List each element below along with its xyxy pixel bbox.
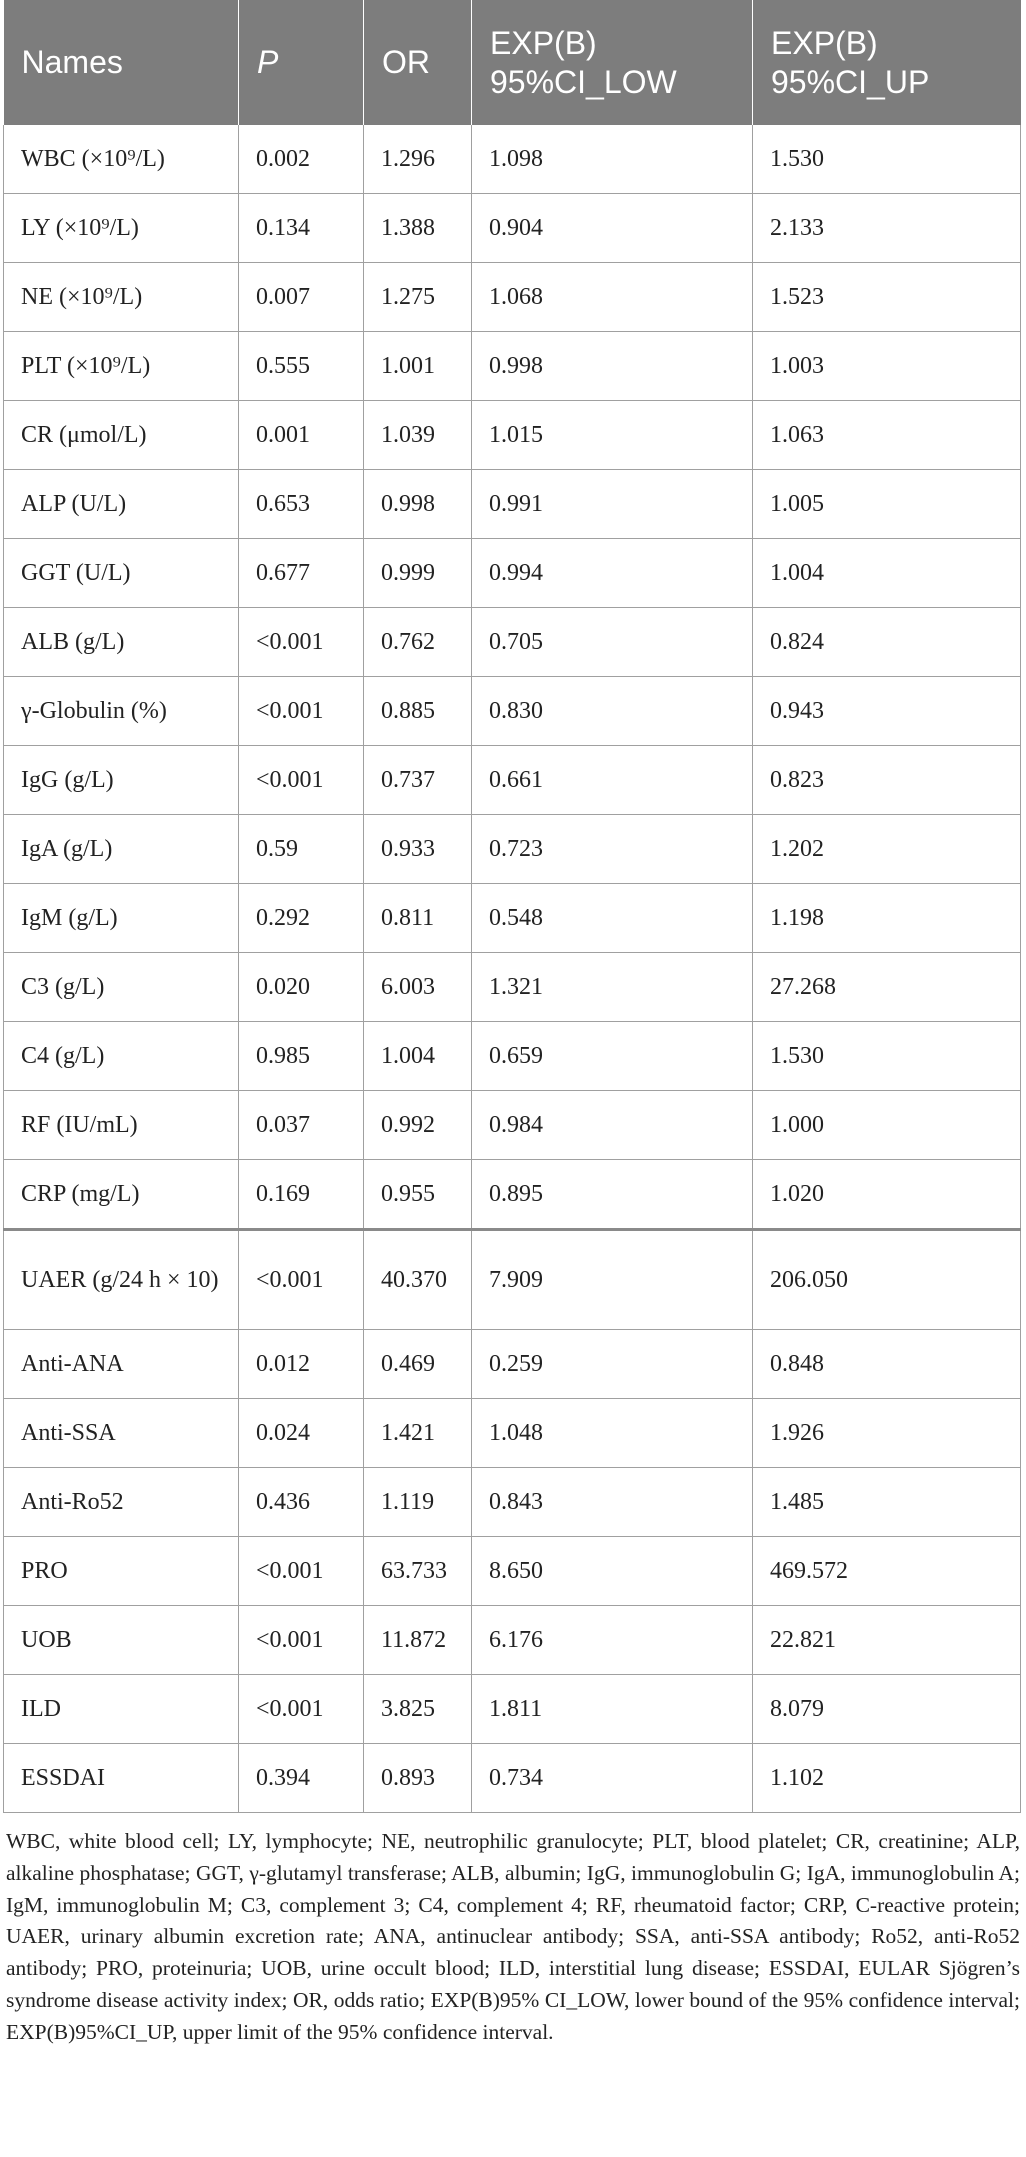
cell-ci-low: 0.843 xyxy=(472,1468,753,1537)
cell-ci-low: 1.015 xyxy=(472,401,753,470)
table-row xyxy=(4,470,1021,539)
cell-p: <0.001 xyxy=(239,677,364,746)
cell-ci-low: 0.259 xyxy=(472,1330,753,1399)
cell-ci-up: 0.943 xyxy=(753,677,1021,746)
cell-ci-low: 0.895 xyxy=(472,1160,753,1230)
cell-ci-low: 0.548 xyxy=(472,884,753,953)
table-row xyxy=(4,746,1021,815)
cell-ci-low: 1.068 xyxy=(472,263,753,332)
cell-ci-up: 1.926 xyxy=(753,1399,1021,1468)
table-row xyxy=(4,401,1021,470)
cell-name: LY (×10⁹/L) xyxy=(4,194,239,263)
table-row xyxy=(4,1606,1021,1675)
results-table xyxy=(3,0,1021,1813)
cell-ci-up: 1.530 xyxy=(753,125,1021,194)
table-row xyxy=(4,1537,1021,1606)
cell-ci-up: 1.485 xyxy=(753,1468,1021,1537)
cell-p: 0.653 xyxy=(239,470,364,539)
cell-ci-up: 0.824 xyxy=(753,608,1021,677)
cell-ci-low: 0.734 xyxy=(472,1744,753,1813)
cell-or: 0.737 xyxy=(364,746,472,815)
cell-ci-up: 1.063 xyxy=(753,401,1021,470)
cell-ci-up: 206.050 xyxy=(753,1230,1021,1330)
cell-name: CR (μmol/L) xyxy=(4,401,239,470)
cell-ci-low: 0.661 xyxy=(472,746,753,815)
cell-p: 0.555 xyxy=(239,332,364,401)
cell-ci-up: 1.523 xyxy=(753,263,1021,332)
cell-or: 0.998 xyxy=(364,470,472,539)
cell-p: 0.024 xyxy=(239,1399,364,1468)
footnote: WBC, white blood cell; LY, lymphocyte; NE, neutrophilic granulocyte; PLT, blood platelet; CR, creatinine; ALP, alkaline phosphatase; GGT, γ-glutamyl transferase; ALB, albumin; IgG, immunoglobulin G; IgA, immunoglobulin A; IgM, immunoglobulin M; C3, complement 3; C4, complement 4; RF, rheumatoid factor; CRP, C-reactive protein; UAER, urinary albumin excretion rate; ANA, antinuclear antibody; SSA, anti-SSA antibody; Ro52, anti-Ro52 antibody; PRO, proteinuria; UOB, urine occult blood; ILD, interstitial lung disease; ESSDAI, EULAR Sjögren’s syndrome disease activity index; OR, odds ratio; EXP(B)95% CI_LOW, lower bound of the 95% confidence interval; EXP(B)95%CI_UP, upper limit of the 95% confidence interval. xyxy=(6,1829,1020,2044)
cell-p: 0.677 xyxy=(239,539,364,608)
cell-ci-up: 1.005 xyxy=(753,470,1021,539)
cell-ci-low: 0.723 xyxy=(472,815,753,884)
cell-or: 1.275 xyxy=(364,263,472,332)
cell-ci-up: 0.823 xyxy=(753,746,1021,815)
cell-name: Anti-Ro52 xyxy=(4,1468,239,1537)
cell-or: 1.388 xyxy=(364,194,472,263)
cell-ci-up: 27.268 xyxy=(753,953,1021,1022)
table-body xyxy=(4,125,1021,1813)
cell-p: 0.59 xyxy=(239,815,364,884)
cell-ci-low: 7.909 xyxy=(472,1230,753,1330)
cell-ci-low: 0.830 xyxy=(472,677,753,746)
cell-p: 0.020 xyxy=(239,953,364,1022)
cell-ci-low: 0.998 xyxy=(472,332,753,401)
cell-ci-up: 1.003 xyxy=(753,332,1021,401)
cell-ci-up: 1.000 xyxy=(753,1091,1021,1160)
header-p: P xyxy=(239,0,364,125)
header-ci-up: EXP(B) 95%CI_UP xyxy=(753,0,1021,125)
cell-or: 11.872 xyxy=(364,1606,472,1675)
cell-p: <0.001 xyxy=(239,1537,364,1606)
cell-or: 1.004 xyxy=(364,1022,472,1091)
cell-or: 40.370 xyxy=(364,1230,472,1330)
table-row xyxy=(4,125,1021,194)
cell-ci-low: 0.994 xyxy=(472,539,753,608)
table-row xyxy=(4,953,1021,1022)
cell-name: CRP (mg/L) xyxy=(4,1160,239,1230)
cell-ci-up: 1.530 xyxy=(753,1022,1021,1091)
table-row xyxy=(4,194,1021,263)
cell-ci-up: 1.004 xyxy=(753,539,1021,608)
cell-or: 0.469 xyxy=(364,1330,472,1399)
cell-name: Anti-ANA xyxy=(4,1330,239,1399)
cell-p: 0.007 xyxy=(239,263,364,332)
cell-name: PLT (×10⁹/L) xyxy=(4,332,239,401)
cell-name: WBC (×10⁹/L) xyxy=(4,125,239,194)
table-header xyxy=(4,0,1021,125)
cell-name: Anti-SSA xyxy=(4,1399,239,1468)
cell-ci-low: 0.984 xyxy=(472,1091,753,1160)
cell-ci-low: 6.176 xyxy=(472,1606,753,1675)
cell-p: <0.001 xyxy=(239,1606,364,1675)
table-row xyxy=(4,1675,1021,1744)
table-row xyxy=(4,884,1021,953)
cell-name: GGT (U/L) xyxy=(4,539,239,608)
table-row xyxy=(4,677,1021,746)
table-row xyxy=(4,263,1021,332)
cell-ci-low: 0.904 xyxy=(472,194,753,263)
header-names: Names xyxy=(4,0,239,125)
header-or: OR xyxy=(364,0,472,125)
table-row xyxy=(4,1330,1021,1399)
cell-name: UOB xyxy=(4,1606,239,1675)
cell-or: 1.421 xyxy=(364,1399,472,1468)
cell-ci-low: 0.705 xyxy=(472,608,753,677)
cell-name: IgM (g/L) xyxy=(4,884,239,953)
cell-name: PRO xyxy=(4,1537,239,1606)
cell-ci-up: 0.848 xyxy=(753,1330,1021,1399)
cell-or: 0.955 xyxy=(364,1160,472,1230)
cell-or: 0.933 xyxy=(364,815,472,884)
cell-or: 0.992 xyxy=(364,1091,472,1160)
cell-or: 0.999 xyxy=(364,539,472,608)
table-row xyxy=(4,1022,1021,1091)
cell-or: 6.003 xyxy=(364,953,472,1022)
cell-name: IgG (g/L) xyxy=(4,746,239,815)
cell-p: <0.001 xyxy=(239,1230,364,1330)
table-row xyxy=(4,1230,1021,1330)
cell-ci-up: 22.821 xyxy=(753,1606,1021,1675)
cell-or: 0.762 xyxy=(364,608,472,677)
cell-name: C3 (g/L) xyxy=(4,953,239,1022)
cell-name: UAER (g/24 h × 10) xyxy=(4,1230,239,1330)
cell-or: 1.119 xyxy=(364,1468,472,1537)
table-row xyxy=(4,1744,1021,1813)
cell-or: 0.885 xyxy=(364,677,472,746)
cell-p: 0.012 xyxy=(239,1330,364,1399)
table-row xyxy=(4,815,1021,884)
cell-or: 63.733 xyxy=(364,1537,472,1606)
cell-or: 0.811 xyxy=(364,884,472,953)
cell-ci-low: 8.650 xyxy=(472,1537,753,1606)
cell-ci-up: 1.102 xyxy=(753,1744,1021,1813)
cell-ci-low: 0.659 xyxy=(472,1022,753,1091)
cell-p: 0.169 xyxy=(239,1160,364,1230)
cell-ci-up: 469.572 xyxy=(753,1537,1021,1606)
cell-name: ALB (g/L) xyxy=(4,608,239,677)
cell-name: ESSDAI xyxy=(4,1744,239,1813)
cell-ci-up: 2.133 xyxy=(753,194,1021,263)
cell-p: 0.394 xyxy=(239,1744,364,1813)
cell-ci-up: 1.198 xyxy=(753,884,1021,953)
cell-name: ALP (U/L) xyxy=(4,470,239,539)
cell-p: 0.292 xyxy=(239,884,364,953)
cell-p: <0.001 xyxy=(239,608,364,677)
cell-ci-up: 1.202 xyxy=(753,815,1021,884)
table-row xyxy=(4,1468,1021,1537)
cell-p: 0.134 xyxy=(239,194,364,263)
header-row xyxy=(4,0,1021,125)
cell-ci-low: 1.811 xyxy=(472,1675,753,1744)
table-row xyxy=(4,1160,1021,1230)
cell-p: 0.985 xyxy=(239,1022,364,1091)
cell-name: RF (IU/mL) xyxy=(4,1091,239,1160)
cell-or: 1.001 xyxy=(364,332,472,401)
cell-p: 0.436 xyxy=(239,1468,364,1537)
cell-ci-low: 1.048 xyxy=(472,1399,753,1468)
table-row xyxy=(4,332,1021,401)
cell-ci-up: 1.020 xyxy=(753,1160,1021,1230)
cell-name: ILD xyxy=(4,1675,239,1744)
cell-p: 0.001 xyxy=(239,401,364,470)
table-row xyxy=(4,1091,1021,1160)
cell-ci-low: 0.991 xyxy=(472,470,753,539)
cell-ci-low: 1.321 xyxy=(472,953,753,1022)
cell-p: 0.037 xyxy=(239,1091,364,1160)
cell-name: C4 (g/L) xyxy=(4,1022,239,1091)
cell-name: NE (×10⁹/L) xyxy=(4,263,239,332)
cell-name: γ-Globulin (%) xyxy=(4,677,239,746)
cell-or: 3.825 xyxy=(364,1675,472,1744)
cell-p: 0.002 xyxy=(239,125,364,194)
table-row xyxy=(4,1399,1021,1468)
cell-p: <0.001 xyxy=(239,1675,364,1744)
cell-ci-up: 8.079 xyxy=(753,1675,1021,1744)
table-row xyxy=(4,608,1021,677)
cell-ci-low: 1.098 xyxy=(472,125,753,194)
cell-or: 0.893 xyxy=(364,1744,472,1813)
cell-p: <0.001 xyxy=(239,746,364,815)
header-ci-low: EXP(B) 95%CI_LOW xyxy=(472,0,753,125)
table-row xyxy=(4,539,1021,608)
cell-or: 1.296 xyxy=(364,125,472,194)
cell-or: 1.039 xyxy=(364,401,472,470)
cell-name: IgA (g/L) xyxy=(4,815,239,884)
